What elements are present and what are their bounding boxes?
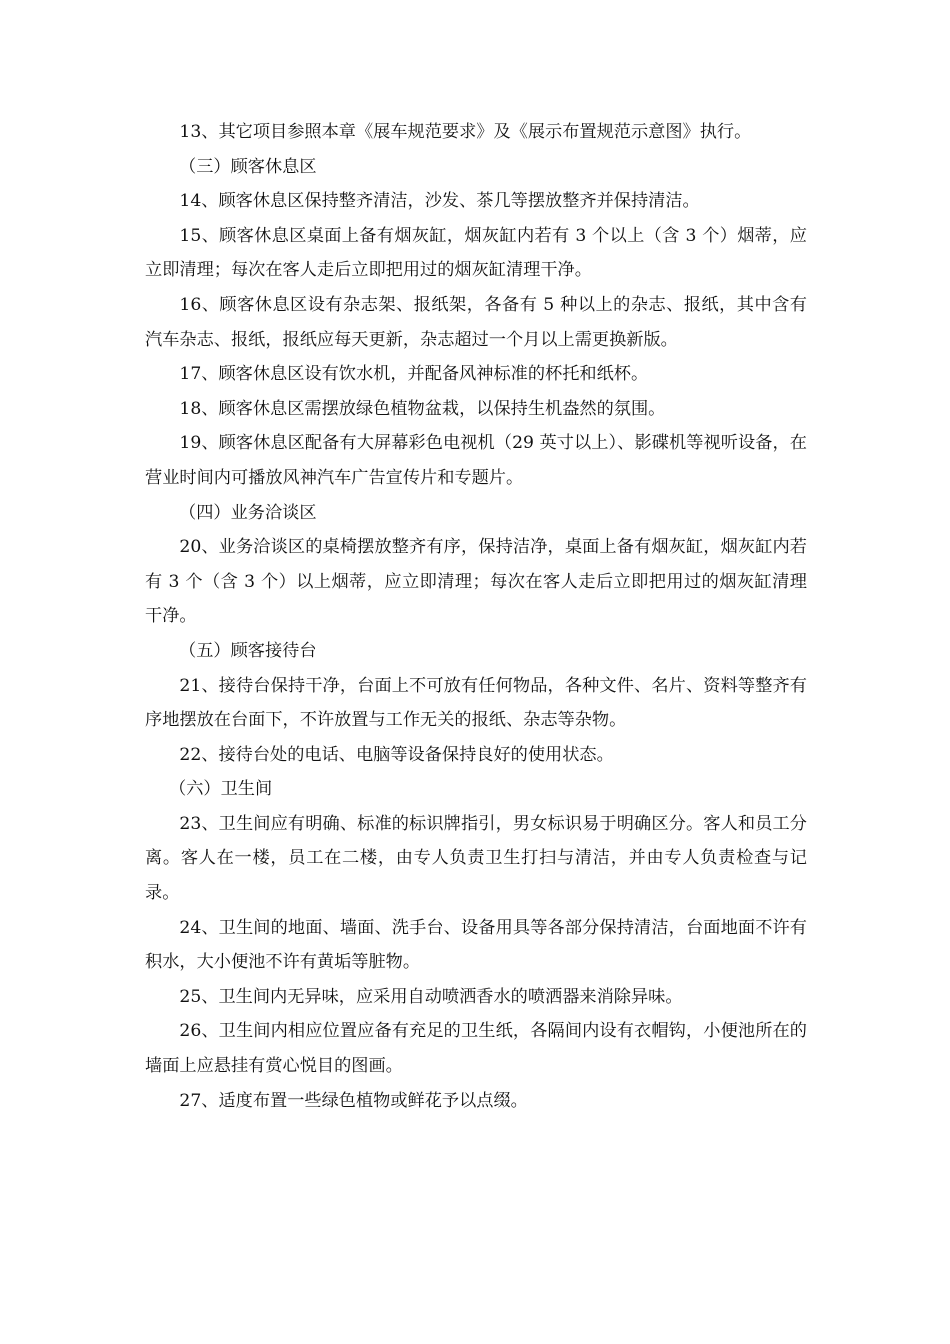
- section-heading-restroom: （六）卫生间: [169, 779, 273, 800]
- paragraph-20: 20、业务洽谈区的桌椅摆放整齐有序，保持洁净，桌面上备有烟灰缸，烟灰缸内若有 3 个（含 3 个）以上烟蒂，应立即清理；每次在客人走后立即把用过的烟灰缸清理干净。: [145, 537, 807, 627]
- paragraph-19: 19、顾客休息区配备有大屏幕彩色电视机（29 英寸以上）、影碟机等视听设备，在营业时间内可播放风神汽车广告宣传片和专题片。: [145, 433, 807, 488]
- section-heading-negotiation-area: （四）业务洽谈区: [179, 502, 317, 523]
- paragraph-18: 18、顾客休息区需摆放绿色植物盆栽，以保持生机盎然的氛围。: [179, 398, 666, 419]
- paragraph-15: 15、顾客休息区桌面上备有烟灰缸，烟灰缸内若有 3 个以上（含 3 个）烟蒂，应立即清理；每次在客人走后立即把用过的烟灰缸清理干净。: [145, 225, 807, 281]
- paragraph-25: 25、卫生间内无异味，应采用自动喷洒香水的喷洒器来消除异味。: [179, 986, 683, 1007]
- paragraph-26: 26、卫生间内相应位置应备有充足的卫生纸，各隔间内设有衣帽钩，小便池所在的墙面上应悬挂有赏心悦目的图画。: [145, 1021, 807, 1077]
- paragraph-14: 14、顾客休息区保持整齐清洁，沙发、茶几等摆放整齐并保持清洁。: [179, 191, 700, 212]
- paragraph-21: 21、接待台保持干净，台面上不可放有任何物品，各种文件、名片、资料等整齐有序地摆放在台面下，不许放置与工作无关的报纸、杂志等杂物。: [145, 675, 807, 731]
- paragraph-13: 13、其它项目参照本章《展车规范要求》及《展示布置规范示意图》执行。: [179, 122, 752, 142]
- paragraph-17: 17、顾客休息区设有饮水机，并配备风神标准的杯托和纸杯。: [179, 364, 649, 385]
- paragraph-27: 27、适度布置一些绿色植物或鲜花予以点缀。: [179, 1090, 528, 1111]
- paragraph-22: 22、接待台处的电话、电脑等设备保持良好的使用状态。: [179, 744, 614, 765]
- section-heading-customer-lounge: （三）顾客休息区: [179, 156, 317, 177]
- section-heading-reception-desk: （五）顾客接待台: [179, 640, 317, 661]
- paragraph-16: 16、顾客休息区设有杂志架、报纸架，各备有 5 种以上的杂志、报纸，其中含有汽车杂志、报纸，报纸应每天更新，杂志超过一个月以上需更换新版。: [145, 294, 807, 350]
- paragraph-23: 23、卫生间应有明确、标准的标识牌指引，男女标识易于明确区分。客人和员工分离。客人在一楼，员工在二楼，由专人负责卫生打扫与清洁，并由专人负责检查与记录。: [145, 813, 807, 904]
- paragraph-24: 24、卫生间的地面、墙面、洗手台、设备用具等各部分保持清洁，台面地面不许有积水，大小便池不许有黄垢等脏物。: [145, 917, 807, 973]
- document-page: [145, 115, 807, 1118]
